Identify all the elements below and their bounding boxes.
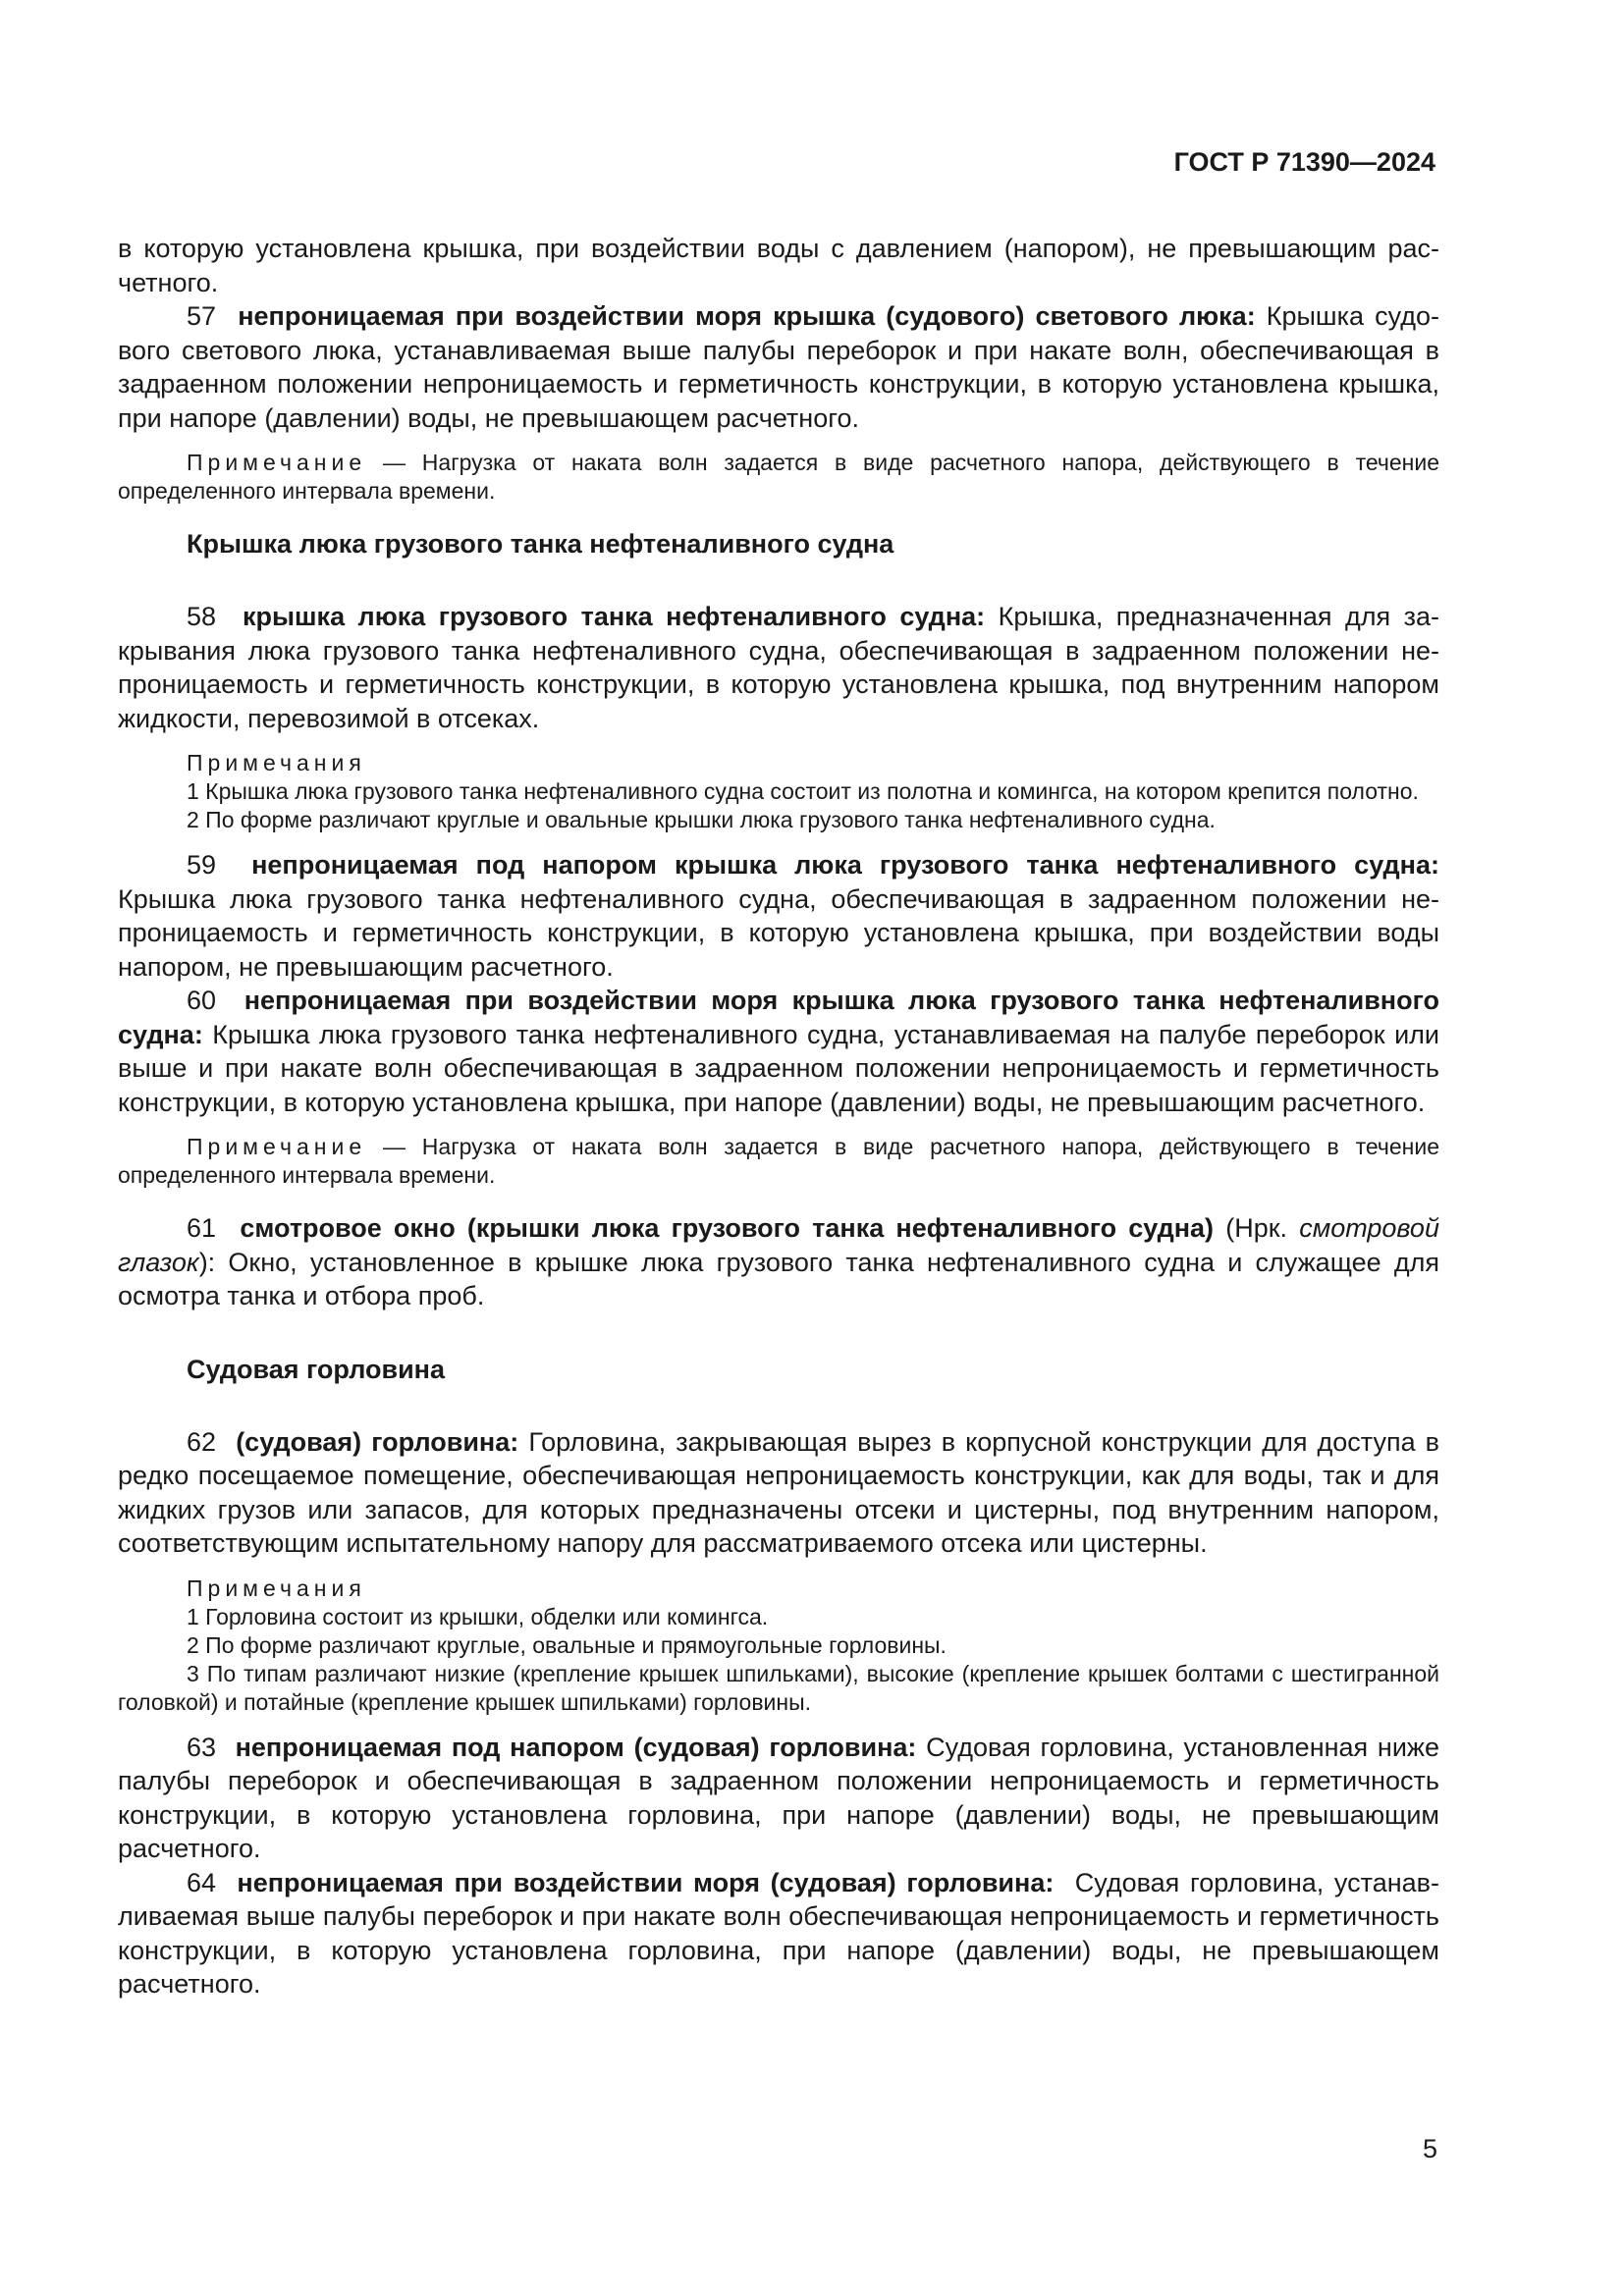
term-number: 57 [187,301,217,331]
term-number: 62 [187,1426,217,1457]
note-text: — Нагрузка от наката волн задается в виде расчетного напора, действующего в течение определенного интервала времени. [118,1134,1439,1188]
term-definition: Горловина, закрывающая вырез в корпусной конструкции для доступа в редко посещаемое помещение, обеспечивающая непроницаемость конструкции, как для воды, так и для жидких грузов или запасов, для которых предназначены отсеки и цистерны, под внутренним напором, соответствующим испытательному напору для рассматриваемого отсека или цистерны. [118,1426,1439,1558]
document-header: ГОСТ Р 71390—2024 [1173,147,1435,177]
notes-62-label: Примечания [187,1575,366,1601]
page-number: 5 [1422,2134,1437,2163]
term-number: 61 [187,1213,217,1243]
term-61 [118,1211,1439,1313]
term-60 [118,984,1439,1119]
term-title: крышка люка грузового танка нефтеналивного судна: [242,602,986,631]
page-content [118,232,1439,2002]
term-deprecated-prefix: (Нрк. [1225,1213,1288,1243]
term-57 [118,299,1439,435]
term-definition: Судовая горловина, установленная ниже палубы переборок и обеспечивающая в задраенном положении непроницаемость и герметичность конструкции, в которую установлена горловина, при напоре (давлении) воды, не превышающим расчетного. [118,1732,1439,1863]
term-63 [118,1731,1439,1866]
note-62-item-3: 3 По типам различают низкие (крепление крышек шпильками), высокие (крепление крышек болтами с шестигранной головкой) и потайные (крепление крышек шпильками) горловины. [118,1660,1439,1715]
notes-58-label: Примечания [187,750,366,775]
term-definition: Крышка судового светового люка, устанавливаемая выше палубы переборок и при накате волн, обеспечивающая в задраенном положении непроницаемость и герметичность конструкции, в которую установлена крышка, при напоре (давлении) воды, не превышающем расчетного. [118,301,1439,433]
note-60 [118,1133,1439,1190]
term-title: непроницаемая под напором крышка люка грузового танка нефтеналивного судна: [251,850,1439,880]
term-58 [118,600,1439,735]
term-number: 60 [187,986,217,1015]
continuation-text: в которую установлена крышка, при воздействии воды с давлением (напором), не превышающим расчетного. [118,234,1439,297]
term-title: непроницаемая при воздействии моря крышка люка грузового танка нефтеналивного судна: [118,986,1439,1049]
term-62 [118,1425,1439,1561]
note-label: Примечание [187,1134,367,1159]
term-64 [118,1866,1439,2002]
term-number: 59 [187,850,217,880]
term-deprecated-synonym: смотровой глазок [118,1213,1439,1277]
term-title: непроницаемая под напором (судовая) горловина: [235,1732,917,1762]
term-number: 64 [187,1867,217,1897]
note-62-item-1: 1 Горловина состоит из крышки, обделки или комингса. [187,1603,769,1629]
term-title: (судовая) горловина: [236,1426,519,1457]
term-definition: Крышка, предназначенная для закрывания люка грузового танка нефтеналивного судна, обеспечивающая в задраенном положении непроницаемость и герметичность конструкции, в которую установлена крышка, под внутренним напором жидкости, перевозимой в отсеках. [118,602,1439,733]
term-title: смотровое окно (крышки люка грузового танка нефтеналивного судна) [240,1213,1215,1243]
term-title: непроницаемая при воздействии моря крышка (судового) светового люка: [238,301,1256,331]
term-number: 58 [187,602,217,631]
note-58-item-1: 1 Крышка люка грузового танка нефтеналивного судна состоит из полотна и комингса, на котором крепится полотно. [187,778,1419,804]
term-definition: Судовая горловина, устанавливаемая выше палубы переборок и при накате волн обеспечивающая непроницаемость и герметичность конструкции, в которую установлена горловина, при напоре (давлении) воды, не превышающем расчетного. [118,1867,1439,1999]
term-definition: ): Окно, установленное в крышке люка грузового танка нефтеналивного судна и служащее для осмотра танка и отбора проб. [118,1247,1439,1310]
term-definition: Крышка люка грузового танка нефтеналивного судна, обеспечивающая в задраенном положении непроницаемость и герметичность конструкции, в которую установлена крышка, при воздействии воды напором, не превышающим расчетного. [118,883,1439,982]
term-title: непроницаемая при воздействии моря (судовая) горловина: [237,1867,1055,1897]
term-definition: Крышка люка грузового танка нефтеналивного судна, устанавливаемая на палубе переборок или выше и при накате волн обеспечивающая в задраенном положении непроницаемость и герметичность конструкции, в которую установлена крышка, при напоре (давлении) воды, не превышающим расчетного. [118,1019,1439,1117]
note-57 [118,449,1439,506]
term-59 [118,848,1439,984]
section-heading-tank-hatch: Крышка люка грузового танка нефтеналивного судна [187,529,894,559]
note-58-item-2: 2 По форме различают круглые и овальные крышки люка грузового танка нефтеналивного судна. [187,807,1216,832]
term-number: 63 [187,1732,217,1762]
note-text: — Нагрузка от наката волн задается в виде расчетного напора, действующего в течение определенного интервала времени. [118,450,1439,504]
note-label: Примечание [187,450,367,475]
note-62-item-2: 2 По форме различают круглые, овальные и прямоугольные горловины. [187,1631,947,1658]
section-heading-manhole: Судовая горловина [187,1354,445,1384]
